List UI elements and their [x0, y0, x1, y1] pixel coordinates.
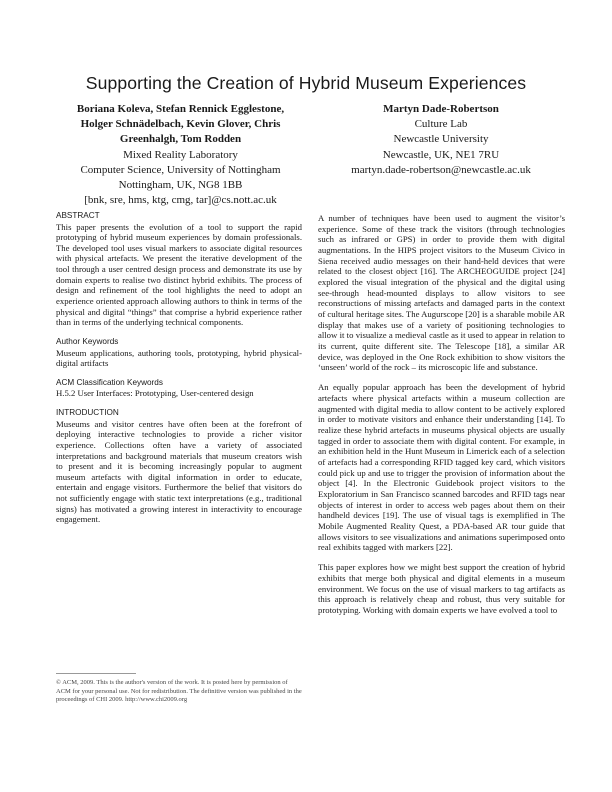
- author-names-line: Holger Schnädelbach, Kevin Glover, Chris: [80, 118, 281, 131]
- author-email: martyn.dade-robertson@newcastle.ac.uk: [351, 163, 531, 176]
- affiliation-line: Culture Lab: [414, 118, 468, 131]
- introduction-section: [56, 408, 302, 525]
- classification-text: H.5.2 User Interfaces: Prototyping, User-centered design: [56, 388, 254, 399]
- keywords-text: Museum applications, authoring tools, prototyping, hybrid physical-digital artifacts: [56, 347, 302, 369]
- affiliation-line: Newcastle University: [393, 133, 489, 146]
- author-names-line: Boriana Koleva, Stefan Rennick Egglestone,: [76, 103, 285, 115]
- paper-title: Supporting the Creation of Hybrid Museum Experiences: [85, 73, 527, 93]
- affiliation-line: Newcastle, UK, NE1 7RU: [382, 148, 500, 161]
- section-heading: ACM Classification Keywords: [56, 377, 163, 387]
- author-names-line: Martyn Dade-Robertson: [383, 103, 499, 115]
- footnote-divider: [56, 673, 136, 674]
- keywords-section: [56, 337, 302, 369]
- body-paragraph: A number of techniques have been used to augment the visitor’s experience. Some of these track the visitors (through technologies such as infrared or GPS) in order to provide them with digital augmentations. In the HIPS project visitors to the Museum Civico in Siena received audio messages on their hand-held devices that were related to the closest object [16]. The ARCHEOGUIDE project [24] explored the visual integration of the physical and the digital using see-through head-mounted displays to allow visitors to see reconstructions of missing artefacts and damaged parts in the context of cultural heritage sites. The Augurscope [20] is a sharable mobile AR display that makes use of a variety of positioning technologies to allow it to visualize a medieval castle as it used to appear in relation to its current, quite different site. The Telescope [18], a similar AR device, was deployed in the One Rock exhibition to show visitors the ‘unseen’ world of the rock – its microscopic life and substance.: [318, 213, 565, 373]
- abstract-text: This paper presents the evolution of a tool to support the rapid prototyping of hybrid museum experiences by domain professionals. The developed tool uses visual markers to associate digital resources with physical artefacts. We present the iterative development of the tool through a user centred design process and demonstrate its use by domain experts to realise two distinct hybrid exhibits. The process of design and refinement of the tool highlights the need to adopt an experience oriented approach allowing authors to think in terms of the physical and digital “things” that comprise a hybrid experience rather than in terms of the underlying technical components.: [56, 221, 302, 328]
- author-block-left: [58, 102, 303, 208]
- section-heading: Author Keywords: [56, 337, 119, 347]
- classification-section: [56, 378, 302, 399]
- affiliation-line: Computer Science, University of Nottingham: [80, 163, 281, 176]
- author-names-line: Greenhalgh, Tom Rodden: [119, 133, 242, 146]
- affiliation-line: Nottingham, UK, NG8 1BB: [118, 179, 243, 192]
- copyright-notice: © ACM, 2009. This is the author's version of the work. It is posted here by permission of ACM for your personal use. Not for redistribution. The definitive version was published in the proceedings of CHI 2009. http://www.chi2009.org: [56, 679, 302, 704]
- affiliation-line: Mixed Reality Laboratory: [123, 148, 238, 161]
- introduction-text: Museums and visitor centres have often been at the forefront of deploying interactive technologies to provide a richer visitor experience. Collections often have a variety of associated interpretations and background materials that museum creators wish to present and it is becoming increasingly popular to augment museum artefacts with digital information in order to educate, entertain and engage visitors. Furthermore the belief that visitors do not sufficiently engage with static text interpretations (e.g., traditional signs) has motivated a growing interest in interactivity to encourage engagement.: [56, 418, 302, 525]
- section-heading: INTRODUCTION: [56, 408, 119, 418]
- right-column: [318, 213, 565, 625]
- body-paragraph: An equally popular approach has been the development of hybrid artefacts where physical artefacts within a museum collection are augmented with digital media to allow content to be actively explored in order to motivate visitors and enhance their understanding [14]. To realize these hybrid artefacts in museums physical objects are usually tagged in order to associate them with digital content. For example, in an exhibition held in the Hunt Museum in Limerick each of a selection of artefacts had a corresponding RFID tagged key card, which visitors could pick up and use to trigger the provision of information about the object [4]. In the Electronic Guidebook project visitors to the Exploratorium in San Francisco scanned barcodes and RFID tags near objects of interest in order to access web pages about them on their handheld devices [19]. The use of visual tags is exemplified in The Mobile Augmented Reality Quest, a PDA-based AR tour guide that allows visitors to see visualizations and animations superimposed onto real exhibits tagged with markers [22].: [318, 382, 565, 553]
- abstract-section: [56, 211, 302, 328]
- author-block-right: [318, 102, 564, 178]
- left-column: [56, 211, 302, 534]
- author-email: [bnk, sre, hms, ktg, cmg, tar]@cs.nott.ac.uk: [84, 194, 277, 207]
- body-paragraph: This paper explores how we might best support the creation of hybrid exhibits that merge both physical and digital elements in a museum environment. We focus on the use of visual markers to tag artifacts as this approach is relatively cheap and robust, thus very suitable for prototyping. Working with domain experts we have evolved a tool to: [318, 562, 565, 615]
- section-heading: ABSTRACT: [56, 211, 100, 220]
